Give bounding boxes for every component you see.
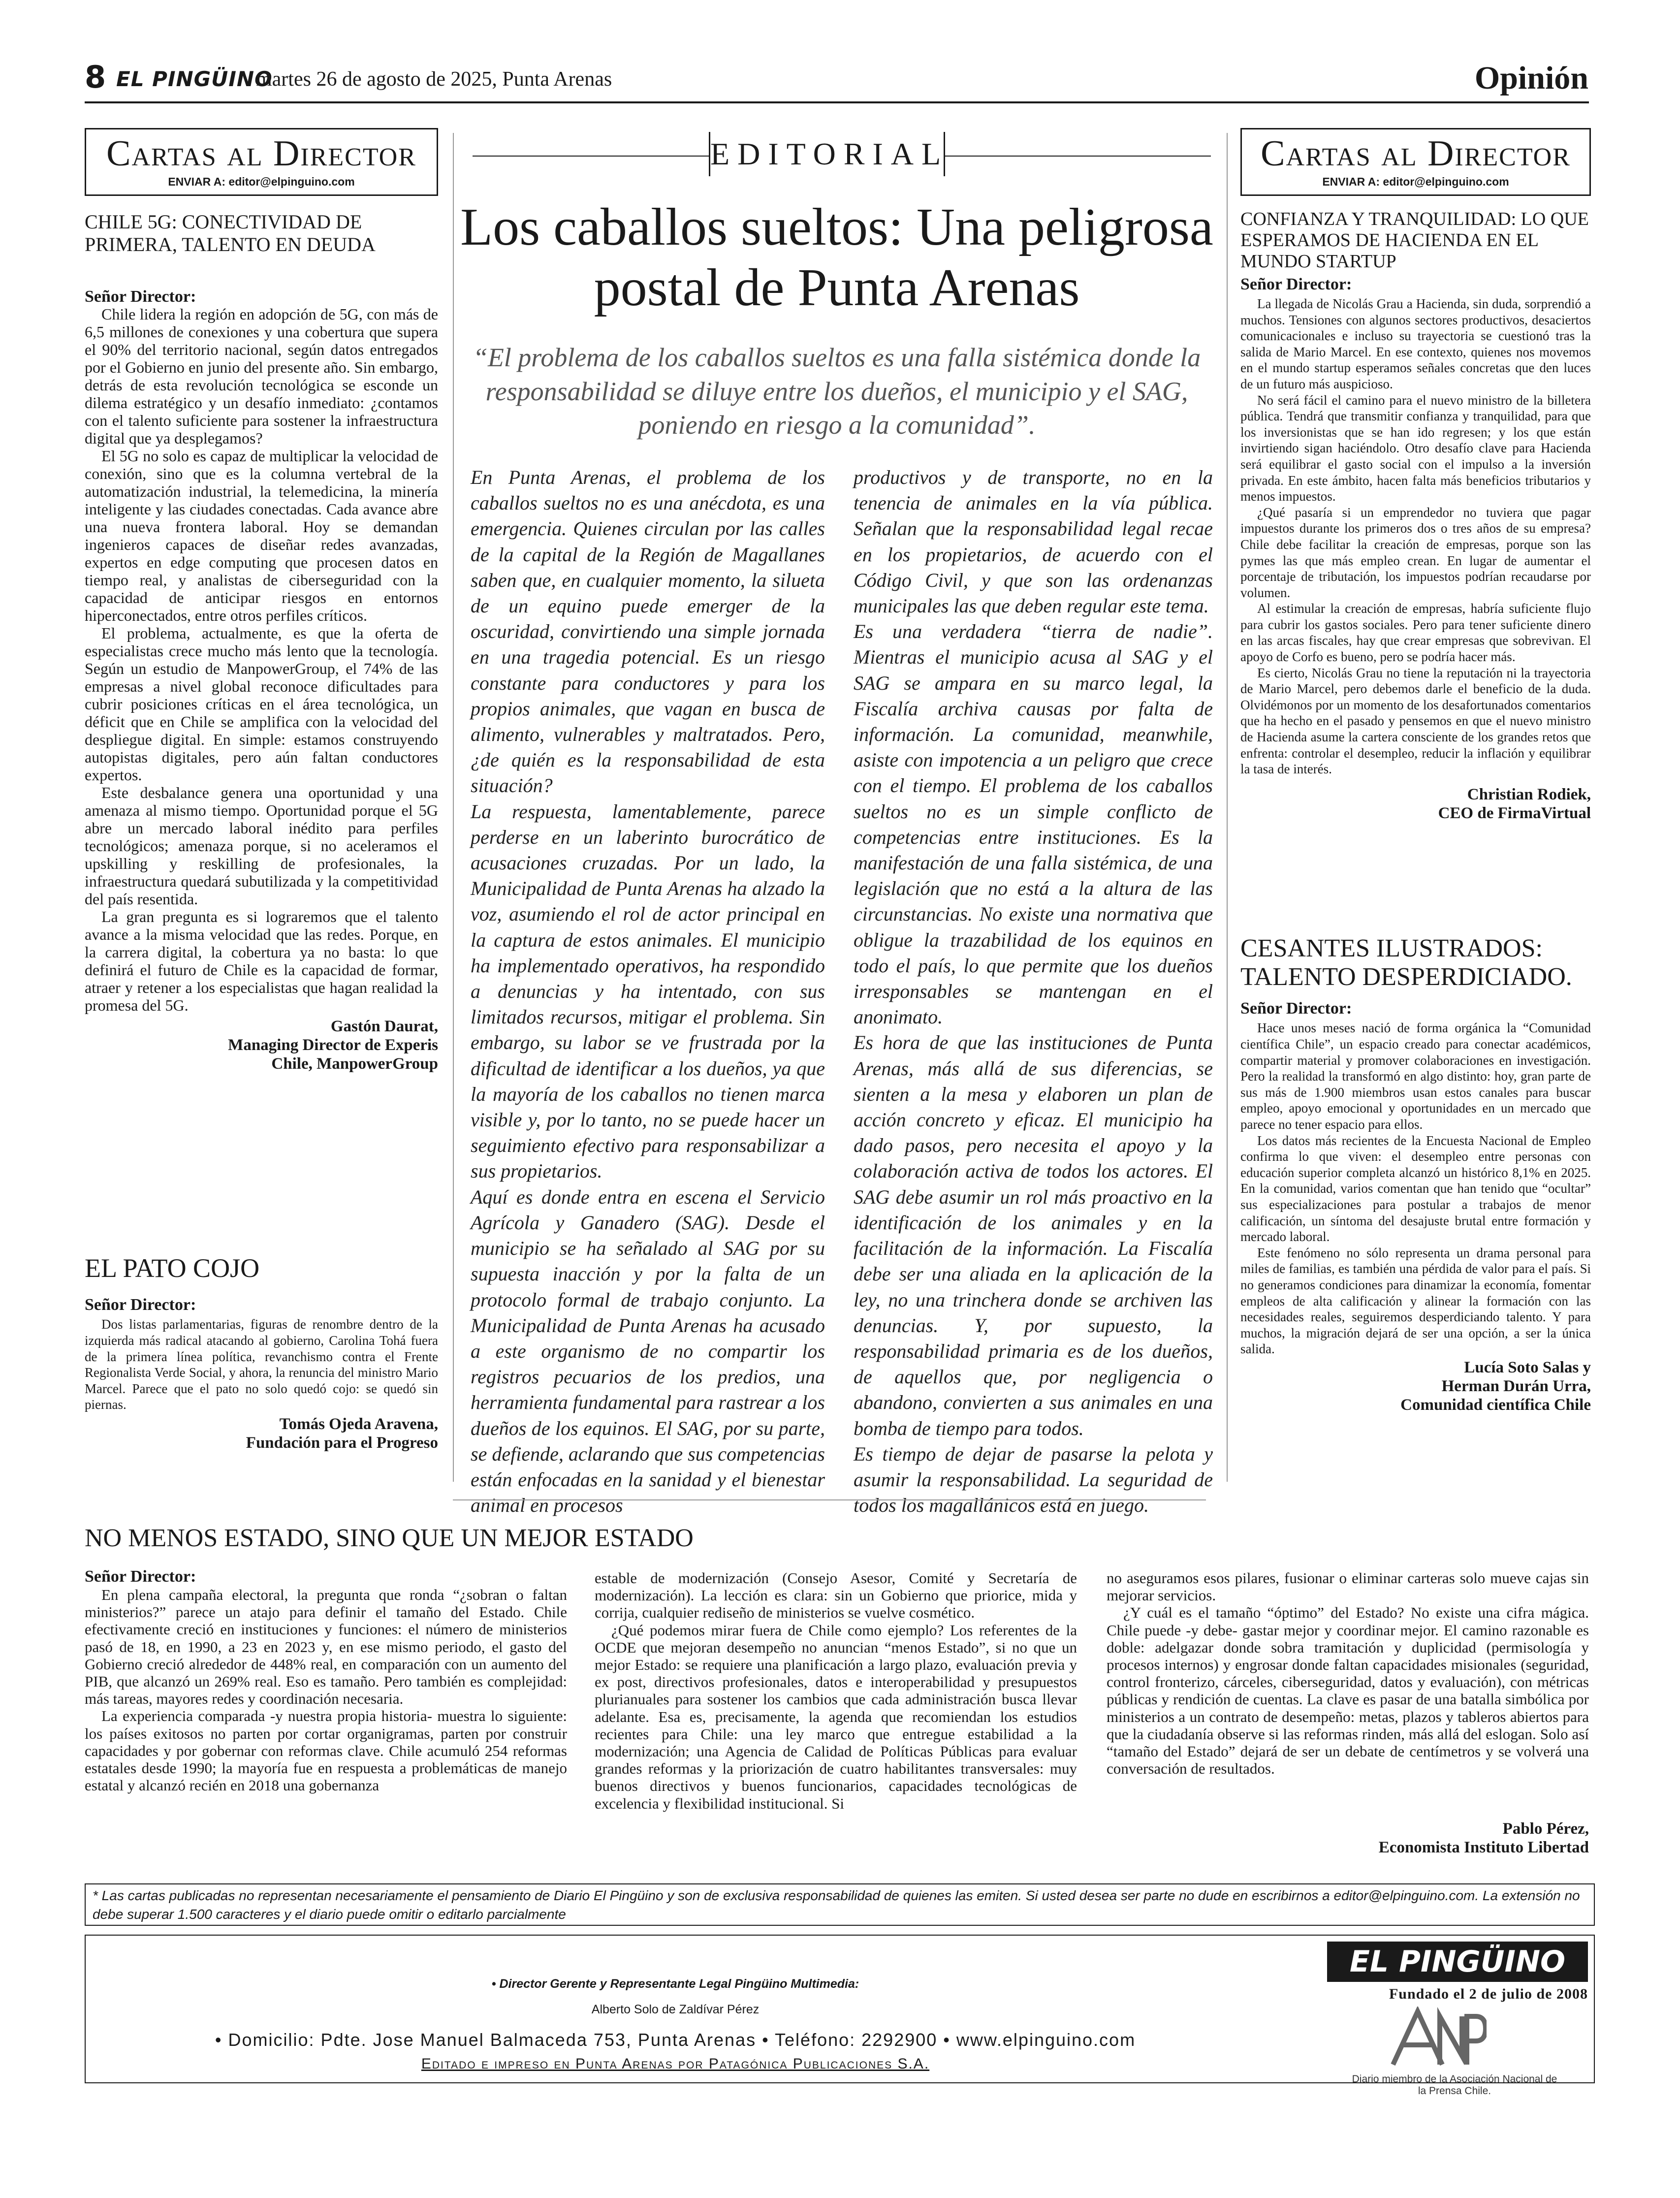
editorial-headline: Los caballos sueltos: Una peligrosa postal de Punta Arenas (460, 198, 1213, 318)
salutation: Señor Director: (85, 1296, 196, 1314)
bottom-letter-column-1: En plena campaña electoral, la pregunta que ronda “¿sobran o faltan ministerios?” parece un atajo para definir el tamaño del Estado. Chile efectivamente creció en instituciones y funciones: el número de ministerios pasó de 18, en 1990, a 23 en 2023 y, en ese mismo periodo, el gasto del Gobierno creció alrededor de 448% real, en comparación con un aumento del PIB, que alcanzó un 269% real. Eso es tamaño. Pero también es complejidad: más tareas, mayores redes y coordinación necesaria. La experiencia comparada -y nuestra propia historia- muestra lo siguiente: los países exitosos no parten por cortar organigramas, parten por construir capacidades y por gobernar con reformas clave. Chile acumuló 254 reformas estatales desde 1990; la mayoría fue en respuesta a problemáticas de manejo estatal y alcanzó recién en 2018 una gobernanza (85, 1586, 567, 1794)
letter-body: Dos listas parlamentarias, figuras de renombre dentro de la izquierda más radical atacando al gobierno, Carolina Tohá fuera de la primera línea política, revanchismo contra el Frente Regionalista Verde Social, y ahora, la renuncia del ministro Mario Marcel. Parece que el pato no solo quedó cojo: se quedó sin piernas. (85, 1317, 438, 1412)
bottom-letter-title: NO MENOS ESTADO, SINO QUE UN MEJOR ESTADO (85, 1524, 694, 1552)
anp-caption: Diario miembro de la Asociación Nacional de la Prensa Chile. (1352, 2073, 1557, 2097)
section-title: Opinión (1474, 60, 1588, 96)
anp-logo (1388, 2007, 1487, 2073)
column-divider (1227, 133, 1228, 1482)
editorial-rule-left (473, 156, 709, 157)
letter-hacienda (1240, 209, 1591, 823)
editorial-pull-quote: “El problema de los caballos sueltos es una falla sistémica donde la responsabilidad se diluye entre los dueños, el municipio y el SAG, poniendo en riesgo a la comunidad”. (473, 343, 1201, 440)
letter-title: EL PATO COJO (85, 1253, 260, 1283)
cartas-title: Cartas al Director (1261, 133, 1571, 174)
founded-date: Fundado el 2 de julio de 2008 (1389, 1986, 1588, 2002)
director-label: • Director Gerente y Representante Legal Pingüino Multimedia: (491, 1977, 859, 1991)
salutation: Señor Director: (85, 287, 196, 306)
letter-pato-cojo (85, 1253, 438, 1452)
masthead-logo: EL PINGÜINO (116, 67, 273, 91)
column-divider (453, 133, 454, 1482)
editorial-tag: EDITORIAL (709, 132, 945, 176)
publisher-line: Editado e impreso en Punta Arenas por Patagónica Publicaciones S.A. (421, 2056, 930, 2072)
editorial-column-2: productivos y de transporte, no en la tenencia de animales en la vía pública. Señalan que la responsabilidad legal recae en los propietarios, de acuerdo con el Código Civil, y que son las ordenanzas municipales las que deben regular este tema. Es una verdadera “tierra de nadie”. Mientras el municipio acusa al SAG y el SAG se ampara en su marco legal, la Fiscalía archiva causas por falta de información. La comunidad, meanwhile, asiste con impotencia a un peligro que crece con el tiempo. El problema de los caballos sueltos no es un simple conflicto de competencias entre instituciones. Es la manifestación de una falla sistémica, de una legislación que no está a la altura de las circunstancias. No existe una normativa que obligue la trazabilidad de los equinos en todo el país, lo que permite que los dueños irresponsables se mantengan en el anonimato. Es hora de que las instituciones de Punta Arenas, más allá de sus diferencias, se sienten a la mesa y elaboren un plan de acción concreto y eficaz. El municipio ha dado pasos, pero necesita el apoyo y la colaboración activa de todos los actores. El SAG debe asumir un rol más proactivo en la identificación de los animales y en la facilitación de la información. La Fiscalía debe ser una aliada en la aplicación de la ley, no una trinchera donde se archiven las denuncias. Y, por supuesto, la responsabilidad primaria es de los dueños, de aquellos que, por negligencia o abandono, convierten a sus animales en una bomba de tiempo para todos. Es tiempo de dejar de pasarse la pelota y asumir la responsabilidad. La seguridad de todos los magallánicos está en juego. (854, 466, 1213, 1517)
letter-body: Hace unos meses nació de forma orgánica la “Comunidad científica Chile”, un espacio creado para conectar académicos, compartir material y promover colaboraciones en investigación. Pero la realidad la transformó en algo distinto: hoy, gran parte de sus más de 1.900 miembros usan estos canales para buscar empleo, apoyo emocional y oportunidades en un mercado que parece no tener espacio para ellos. Los datos más recientes de la Encuesta Nacional de Empleo confirma lo que viven: el desempleo entre personas con educación superior completa alcanzó un histórico 8,1% en 2025. En la comunidad, varios comentan que han tenido que “ocultar” sus especializaciones para postular a trabajos de menor calificación, un síntoma del desajuste brutal entre formación y mercado laboral. Este fenómeno no sólo representa un drama personal para miles de familias, es también una pérdida de valor para el país. Si no generamos condiciones para dinamizar la economía, fomentar empleos de alta calificación y alinear la formación con las necesidades reales, seguiremos desperdiciando talento. Y para muchos, la migración dejará de ser una opción, a ser la única salida. (1240, 1020, 1591, 1357)
footer-logo: EL PINGÜINO (1327, 1942, 1588, 1982)
letter-5g (85, 211, 438, 1073)
letter-title: CESANTES ILUSTRADOS: TALENTO DESPERDICIADO. (1240, 934, 1572, 991)
salutation: Señor Director: (1240, 275, 1352, 293)
editorial-column-1: En Punta Arenas, el problema de los caballos sueltos no es una anécdota, es una emergencia. Quienes circulan por las calles de la capital de la Región de Magallanes saben que, en cualquier momento, la silueta de un equino puede emerger de la oscuridad, convirtiendo una simple jornada en una tragedia potencial. Es un riesgo constante para conductores y para los propios animales, que vagan en busca de alimento, vulnerables y maltratados. Pero, ¿de quién es la responsabilidad de esta situación? La respuesta, lamentablemente, parece perderse en un laberinto burocrático de acusaciones cruzadas. Por un lado, la Municipalidad de Punta Arenas ha alzado la voz, asumiendo el rol de actor principal en la captura de estos animales. El municipio ha implementado operativos, ha respondido a denuncias y ha intentado, con sus limitados recursos, mitigar el problema. Sin embargo, su labor se ve frustrada por la dificultad de identificar a los dueños, ya que la mayoría de los caballos no tienen marca visible y, por lo tanto, no se puede hacer un seguimiento efectivo para responsabilizar a sus propietarios. Aquí es donde entra en escena el Servicio Agrícola y Ganadero (SAG). Desde el municipio se ha señalado al SAG por su supuesta inacción y por la falta de un protocolo formal de trabajo conjunto. La Municipalidad de Punta Arenas ha acusado a este organismo de no compartir los registros pecuarios de los predios, una herramienta fundamental para rastrear a los dueños de los equinos. El SAG, por su parte, se defiende, aclarando que sus competencias están enfocadas en la sanidad y el bienestar animal en procesos (471, 466, 825, 1517)
bottom-letter-column-3: no aseguramos esos pilares, fusionar o eliminar carteras solo mueve cajas sin mejorar servicios. ¿Y cuál es el tamaño “óptimo” del Estado? No existe una cifra mágica. Chile puede -y debe- gastar mejor y coordinar mejor. El camino razonable es doble: adelgazar donde sobra tramitación y duplicidad (permisología y procesos internos) y engrosar donde faltan capacidades misionales (seguridad, control fronterizo, cárceles, ciberseguridad, datos y evaluación), con métricas públicas y rendición de cuentas. La clave es pasar de una batalla simbólica por ministerios a un contrato de desempeño: metas, plazos y tableros abiertos para que la ciudadanía observe si las reformas rinden, más allá del eslogan. Solo así “tamaño del Estado” dejará de ser un debate de centímetros y se volverá una conversación de resultados. (1107, 1569, 1589, 1778)
letter-title: CONFIANZA Y TRANQUILIDAD: LO QUE ESPERAMOS DE HACIENDA EN EL MUNDO STARTUP (1240, 209, 1589, 272)
section-divider (453, 1499, 1206, 1500)
bottom-letter-column-2: estable de modernización (Consejo Asesor, Comité y Secretaría de modernización). La lección es clara: sin un Gobierno que priorice, mida y corrija, cualquier rediseño de ministerios se vuelve cosmético. ¿Qué podemos mirar fuera de Chile como ejemplo? Los referentes de la OCDE que mejoran desempeño no anuncian “menos Estado”, si no que un mejor Estado: se requiere una planificación a largo plazo, evaluación previa y ex post, directivos profesionales, datos e interoperabilidad y presupuestos plurianuales para sostener los cambios que cada administración busca llevar adelante. Esa es, precisamente, la agenda que recomiendan los estudios recientes para Chile: una ley marco que entregue estabilidad a la modernización; una Agencia de Calidad de Políticas Públicas para evaluar grandes reformas y la priorización de cuatro habilitantes transversales: muy buenos directivos y buenos funcionarios, capacidades tecnológicas de excelencia y flexibilidad institucional. Si (595, 1569, 1077, 1812)
letter-title: CHILE 5G: CONECTIVIDAD DE PRIMERA, TALENTO EN DEUDA (85, 211, 376, 255)
salutation: Señor Director: (85, 1567, 196, 1586)
letter-signature: Lucía Soto Salas y Herman Durán Urra, Comunidad científica Chile (1400, 1358, 1591, 1414)
disclaimer-note: * Las cartas publicadas no representan necesariamente el pensamiento de Diario El Pingüino y son de exclusiva responsabilidad de quienes las emiten. Si usted desea ser parte no dude en escribirnos a editor@elpinguino.com. La extensión no debe superar 1.500 caracteres y el diario puede omitir o editarlo parcialmente (85, 1883, 1595, 1926)
cartas-header-left (85, 128, 438, 196)
cartas-header-right (1240, 128, 1591, 196)
cartas-email: ENVIAR A: editor@elpinguino.com (168, 175, 355, 188)
letter-signature: Tomás Ojeda Aravena, Fundación para el Progreso (246, 1415, 438, 1452)
letter-cesantes (1240, 934, 1591, 1414)
director-name: Alberto Solo de Zaldívar Pérez (591, 2003, 760, 2016)
editorial-rule-right (945, 156, 1211, 157)
letter-signature: Gastón Daurat, Managing Director de Experis Chile, ManpowerGroup (228, 1018, 438, 1073)
letter-body: La llegada de Nicolás Grau a Hacienda, sin duda, sorprendió a muchos. Tensiones con algunos sectores productivos, desaciertos comunicacionales e incluso su trayectoria se cuestionó tras la salida de Mario Marcel. En ese contexto, quienes nos movemos en el mundo startup esperamos señales concretas que den luces de un futuro más auspicioso. No será fácil el camino para el nuevo ministro de la billetera pública. Tendrá que transmitir confianza y tranquilidad, para que los inversionistas que se han ido regresen; y los que están invirtiendo sigan haciéndolo. Otro desafío clave para Hacienda será equilibrar el gasto social con el impulso a la inversión privada. En este ámbito, hacen falta más beneficios tributarios y menos impuestos. ¿Qué pasaría si un emprendedor no tuviera que pagar impuestos durante los primeros dos o tres años de su empresa? Chile debe facilitar la creación de empresas, porque son las pymes las que más empleo crean. En lugar de aumentar el porcentaje de tributación, los impuestos podrían recaudarse por volumen. Al estimular la creación de empresas, habría suficiente flujo para cubrir los gastos sociales. Pero para tener suficiente dinero en las arcas fiscales, hay que crear empresas que sobrevivan. El apoyo de Corfo es bueno, pero se podría hacer más. Es cierto, Nicolás Grau no tiene la reputación ni la trayectoria de Mario Marcel, pero debemos darle el beneficio de la duda. Olvidémonos por un momento de los desafortunados comentarios que ha hecho en el pasado y pensemos en que el nuevo ministro de Hacienda asume la cartera consciente de los grandes retos que enfrenta: controlar el desempleo, reducir la inflación y equilibrar la tasa de interés. (1240, 296, 1591, 777)
letter-body: Chile lidera la región en adopción de 5G, con más de 6,5 millones de conexiones y una cobertura que supera el 90% del territorio nacional, según datos entregados por el Gobierno en junio del presente año. Sin embargo, detrás de esta revolución tecnológica se esconde un dilema estratégico y un desafío inmediato: ¿contamos con el talento suficiente para sostener la infraestructura digital que ya desplegamos? El 5G no solo es capaz de multiplicar la velocidad de conexión, sino que es la columna vertebral de la automatización industrial, la telemedicina, la minería inteligente y las ciudades conectadas. Cada avance abre una nueva frontera laboral. Hoy se demandan ingenieros capaces de diseñar redes avanzadas, expertos en edge computing que procesen datos en tiempo real, y analistas de ciberseguridad con la capacidad de anticipar riesgos en entornos hiperconectados, entre otros perfiles críticos. El problema, actualmente, es que la oferta de especialistas crece mucho más lento que la tecnología. Según un estudio de ManpowerGroup, el 74% de las empresas a nivel global reconoce dificultades para cubrir posiciones críticas en el área tecnológica, un déficit que en Chile se amplifica con la velocidad del despliegue digital. En simple: estamos construyendo autopistas digitales, pero aún faltan conductores expertos. Este desbalance genera una oportunidad y una amenaza al mismo tiempo. Oportunidad porque el 5G abre un mercado laboral inédito para perfiles tecnológicos; amenaza porque, si no aceleramos el upskilling y reskilling de profesionales, la infraestructura quedará subutilizada y la competitividad del país resentida. La gran pregunta es si lograremos que el talento avance a la misma velocidad que las redes. Porque, en la carrera digital, la cobertura ya no basta: lo que definirá el futuro de Chile es la capacidad de formar, atraer y retener a los especialistas que hagan realidad la promesa del 5G. (85, 305, 438, 1014)
salutation: Señor Director: (1240, 999, 1352, 1018)
issue-date: martes 26 de agosto de 2025, Punta Arenas (256, 68, 612, 91)
cartas-email: ENVIAR A: editor@elpinguino.com (1322, 175, 1509, 188)
address-line: • Domicilio: Pdte. Jose Manuel Balmaceda 753, Punta Arenas • Teléfono: 2292900 • www.elpinguino.com (215, 2030, 1136, 2050)
cartas-title: Cartas al Director (106, 133, 416, 174)
page-number: 8 (85, 59, 106, 95)
header-rule (85, 101, 1589, 103)
letter-signature: Christian Rodiek, CEO de FirmaVirtual (1438, 785, 1591, 822)
letter-signature: Pablo Pérez, Economista Instituto Libertad (1378, 1820, 1589, 1856)
